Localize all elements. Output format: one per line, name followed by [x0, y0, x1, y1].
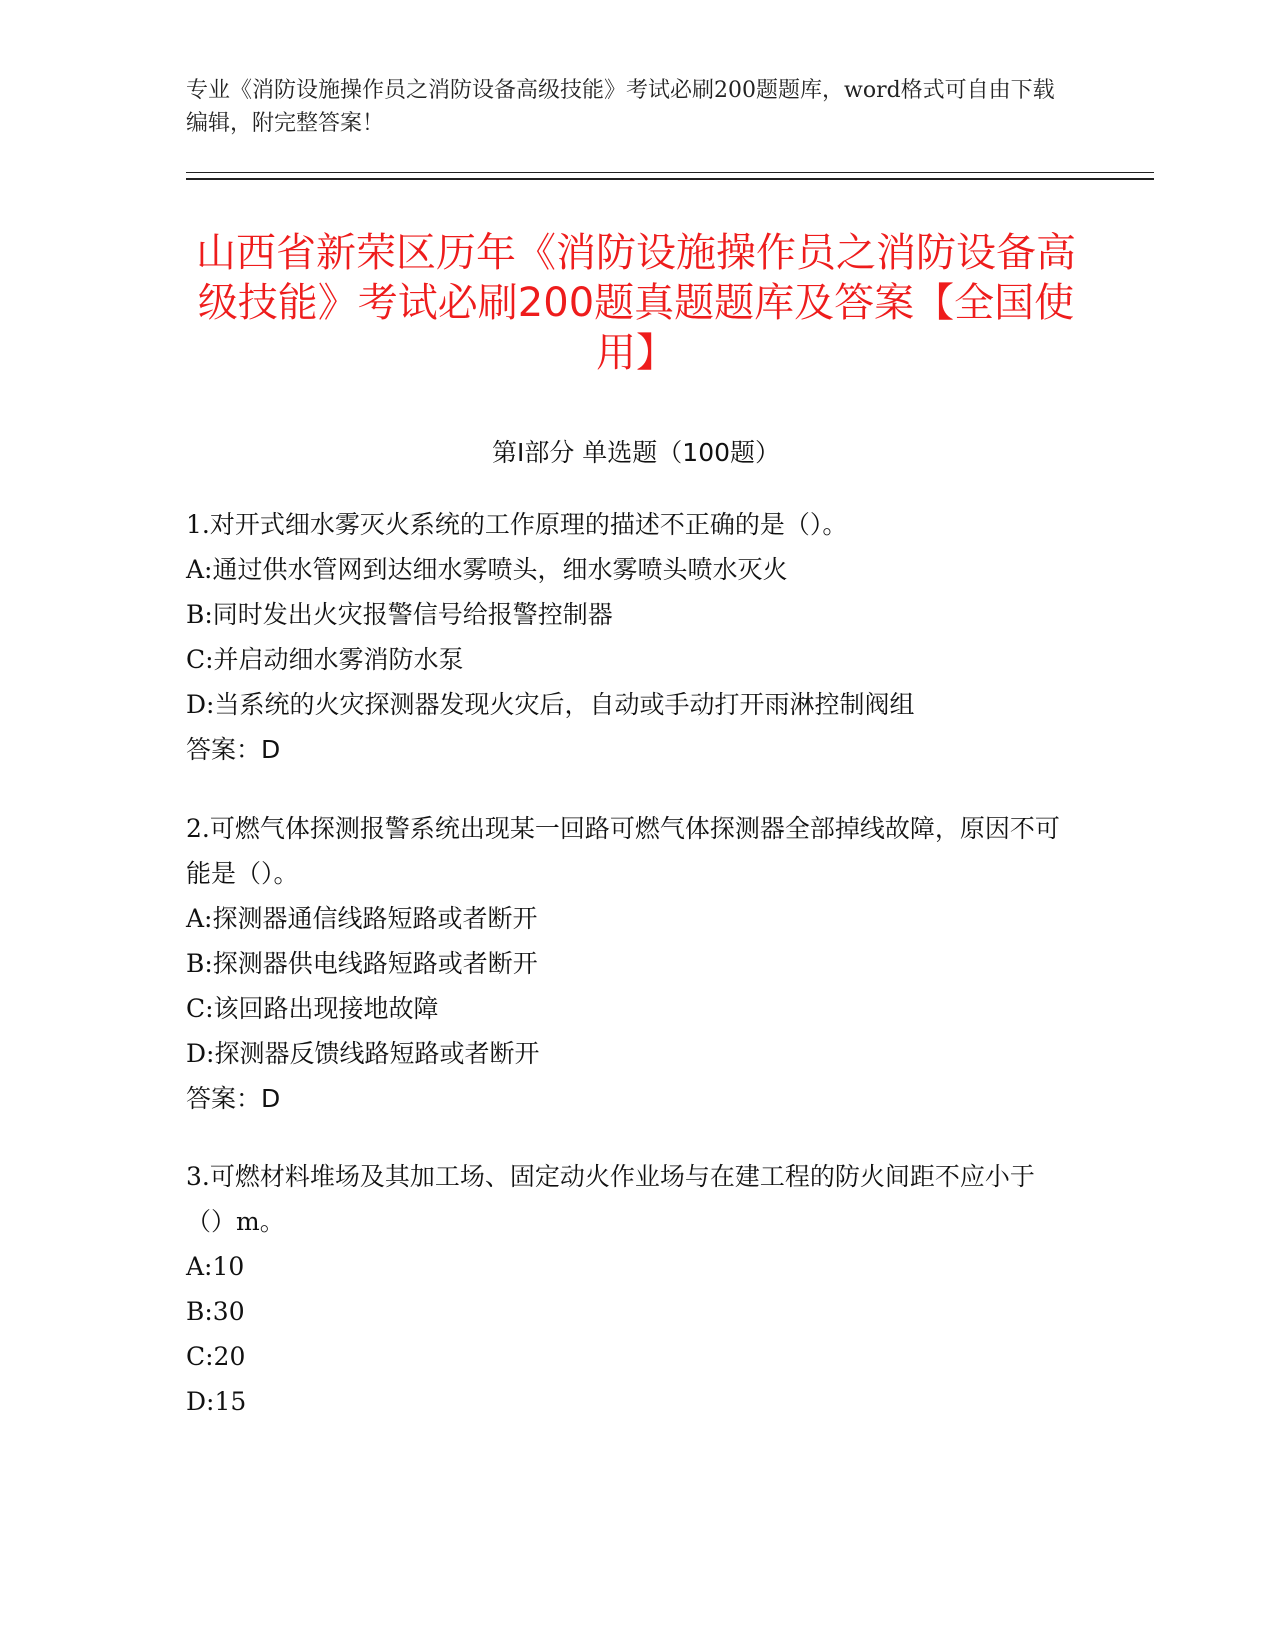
question-stem: 1.对开式细水雾灭火系统的工作原理的描述不正确的是（）。: [186, 510, 848, 539]
option-b: B:同时发出火灾报警信号给报警控制器: [186, 600, 613, 629]
option-b: B:30: [186, 1297, 245, 1326]
option-a: A:通过供水管网到达细水雾喷头，细水雾喷头喷水灭火: [186, 555, 788, 584]
header-note: 专业《消防设施操作员之消防设备高级技能》考试必刷200题题库，word格式可自由下载编辑，附完整答案！: [186, 78, 1055, 136]
header-divider-thick: [186, 178, 1154, 180]
option-c: C:该回路出现接地故障: [186, 994, 439, 1023]
question-1: [186, 502, 1066, 772]
option-a: A:探测器通信线路短路或者断开: [186, 904, 538, 933]
option-d: D:探测器反馈线路短路或者断开: [186, 1039, 540, 1068]
section-heading: 第Ⅰ部分 单选题（100题）: [491, 438, 781, 467]
question-stem: 3.可燃材料堆场及其加工场、固定动火作业场与在建工程的防火间距不应小于（）m。: [186, 1162, 1035, 1236]
option-b: B:探测器供电线路短路或者断开: [186, 949, 538, 978]
answer: 答案：D: [186, 1084, 281, 1113]
option-c: C:并启动细水雾消防水泵: [186, 645, 464, 674]
option-c: C:20: [186, 1342, 246, 1371]
option-d: D:15: [186, 1387, 247, 1416]
question-stem: 2.可燃气体探测报警系统出现某一回路可燃气体探测器全部掉线故障，原因不可能是（）。: [186, 814, 1060, 888]
document-title: 山西省新荣区历年《消防设施操作员之消防设备高级技能》考试必刷200题真题题库及答案【全国使用】: [196, 230, 1076, 376]
answer: 答案：D: [186, 735, 281, 764]
question-3: [186, 1154, 1066, 1424]
question-2: [186, 806, 1066, 1121]
header-divider-thin: [186, 172, 1154, 173]
option-a: A:10: [186, 1252, 245, 1281]
option-d: D:当系统的火灾探测器发现火灾后，自动或手动打开雨淋控制阀组: [186, 690, 915, 719]
